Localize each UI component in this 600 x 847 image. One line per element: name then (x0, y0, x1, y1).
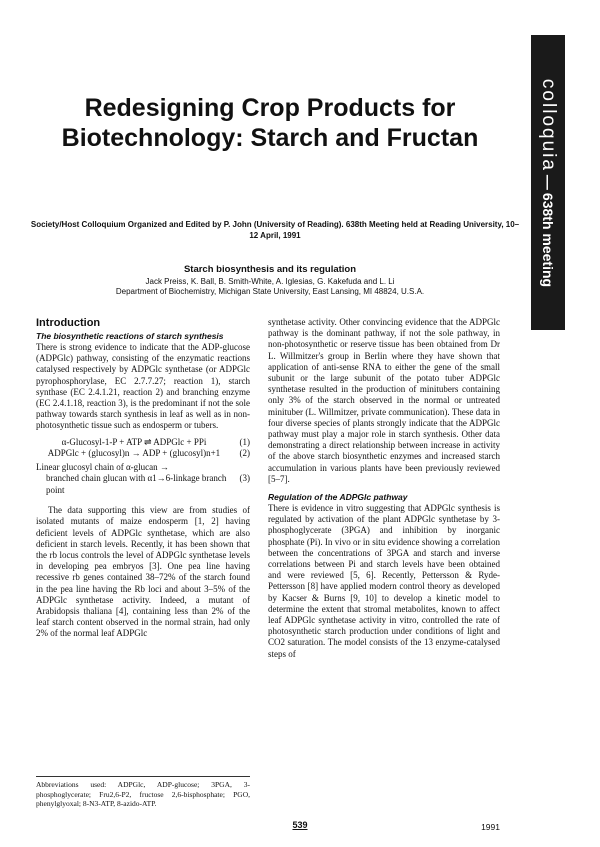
reaction-3-line-2: branched chain glucan with α1→6-linkage branch point (46, 473, 227, 495)
biosynthetic-reactions-subheading: The biosynthetic reactions of starch synthesis (36, 331, 224, 341)
article-title: Redesigning Crop Products for Biotechnology: Starch and Fructan (61, 94, 479, 152)
regulation-paragraph: There is evidence in vitro suggesting that ADPGlc synthesis is regulated by activation of the plant ADPGlc synthetase by 3-phosphoglycerate (3PGA) and inhibition by inorganic phosphate (Pi). In vivo or in situ evidence showing a correlation between the concentrations of 3PGA and starch and inverse correlations between Pi and starch levels have been obtained and were reviewed [5, 6]. Recently, Pettersson & Ryde-Pettersson [8] have applied modern control theory as developed by Kacser & Burns [9, 10] to develop a kinetic model to determine the extent that stromal metabolites, known to affect leaf ADPGlc synthetase activity in vitro, controlled the rate of photosynthetic starch production under conditions of light and CO2 saturation. The model consists of the 13 enzyme-catalysed steps of (268, 503, 500, 659)
reaction-2-number: (2) (239, 448, 250, 459)
abbreviations-footnote: Abbreviations used: ADPGlc, ADP-glucose; 3PGA, 3-phosphoglycerate; Fru2,6-P2, fructose 2,6-bisphosphate; PGO, phenylglyoxal; 8-N3-ATP, 8-azido-ATP. (36, 776, 250, 809)
regulation-subheading: Regulation of the ADPGlc pathway (268, 492, 408, 503)
sidebar-series: colloquia (538, 78, 559, 172)
reaction-2-equation: ADPGlc + (glucosyl)n → ADP + (glucosyl)n+1 (47, 448, 221, 459)
reaction-3-line-2-row (36, 473, 250, 496)
organizer-line: Society/Host Colloquium Organized and Edited by P. John (University of Reading). 638th Meeting held at Reading University, 10–12 April, 1991 (30, 220, 520, 240)
page-number: 539 (292, 820, 308, 830)
reaction-1 (36, 437, 250, 449)
evidence-paragraph: synthetase activity. Other convincing evidence that the ADPGlc pathway is the dominant pathway, if not the sole pathway, in non-photosynthetic or reserve tissue has been obtained from Dr L. Willmitzer's group in Berlin where they have shown that application of anti-sense RNA to either the gene of the small subunit or the large subunit of the potato tuber ADPGlc synthetase resulted in the production of minitubers containing only 3% of the starch observed in the normal or untreated minituber (L. Willmitzer, private communication). These data in four diverse species of plants strongly indicate that the ADPGlc pathway must play a major role in starch synthesis. Other data demonstrating a direct relationship between increase in activity of the above starch biosynthetic enzymes and increased starch accumulation in various plants have been previously reviewed [5–7]. (268, 317, 500, 484)
authors: Jack Preiss, K. Ball, B. Smith-White, A. Iglesias, G. Kakefuda and L. Li (145, 277, 395, 286)
reaction-3-line-1: Linear glucosyl chain of α-glucan → (36, 461, 169, 472)
colloquia-sidebar-banner (531, 35, 565, 330)
reaction-1-equation: α-Glucosyl-1-P + ATP ⇌ ADPGlc + PPi (61, 436, 207, 447)
sidebar-meeting: 638th meeting (540, 192, 556, 287)
reaction-3 (36, 462, 250, 497)
intro-paragraph: There is strong evidence to indicate that the ADP-glucose (ADPGlc) pathway, consisting of the enzymatic reactions catalysed respectively by ADPGlc synthetase (or ADPGlc pyrophosphorylase, EC 2.7.7.27; reaction 1), starch synthase (EC 2.4.1.21, reaction 2) and branching enzyme (EC 2.4.1.18, reaction 3), is the predominant if not the sole pathway towards starch synthesis in leaf as well as in non-photosynthetic tissue such as endosperm or tubers. (36, 342, 250, 431)
reaction-3-number: (3) (239, 473, 250, 484)
affiliation: Department of Biochemistry, Michigan State University, East Lansing, MI 48824, U.S.A. (115, 287, 425, 296)
reaction-2 (36, 448, 250, 460)
right-column (268, 317, 500, 660)
sidebar-text (537, 78, 559, 286)
introduction-heading: Introduction (36, 317, 101, 329)
paper-title: Starch biosynthesis and its regulation (183, 264, 357, 275)
sidebar-dash: — (539, 174, 556, 190)
publication-year: 1991 (481, 822, 500, 832)
left-column (36, 317, 250, 640)
reaction-1-number: (1) (239, 436, 250, 447)
mutants-paragraph: The data supporting this view are from studies of isolated mutants of maize endosperm [1, 2] having deficient levels of ADPGlc synthetase, which are also deficient in starch levels. Recently, it has been shown that the rb locus controls the level of ADPGlc synthetase levels in developing pea embryos [3]. One pea line having recessive rb genes contained 38–72% of the starch found in the pea line having the Rb loci and about 3–5% of the ADPGlc synthetase activity. Indeed, a mutant of Arabidopsis thaliana [4], containing less than 2% of the leaf starch content observed in the normal strain, had only 2% of the normal leaf ADPGlc (36, 505, 250, 639)
